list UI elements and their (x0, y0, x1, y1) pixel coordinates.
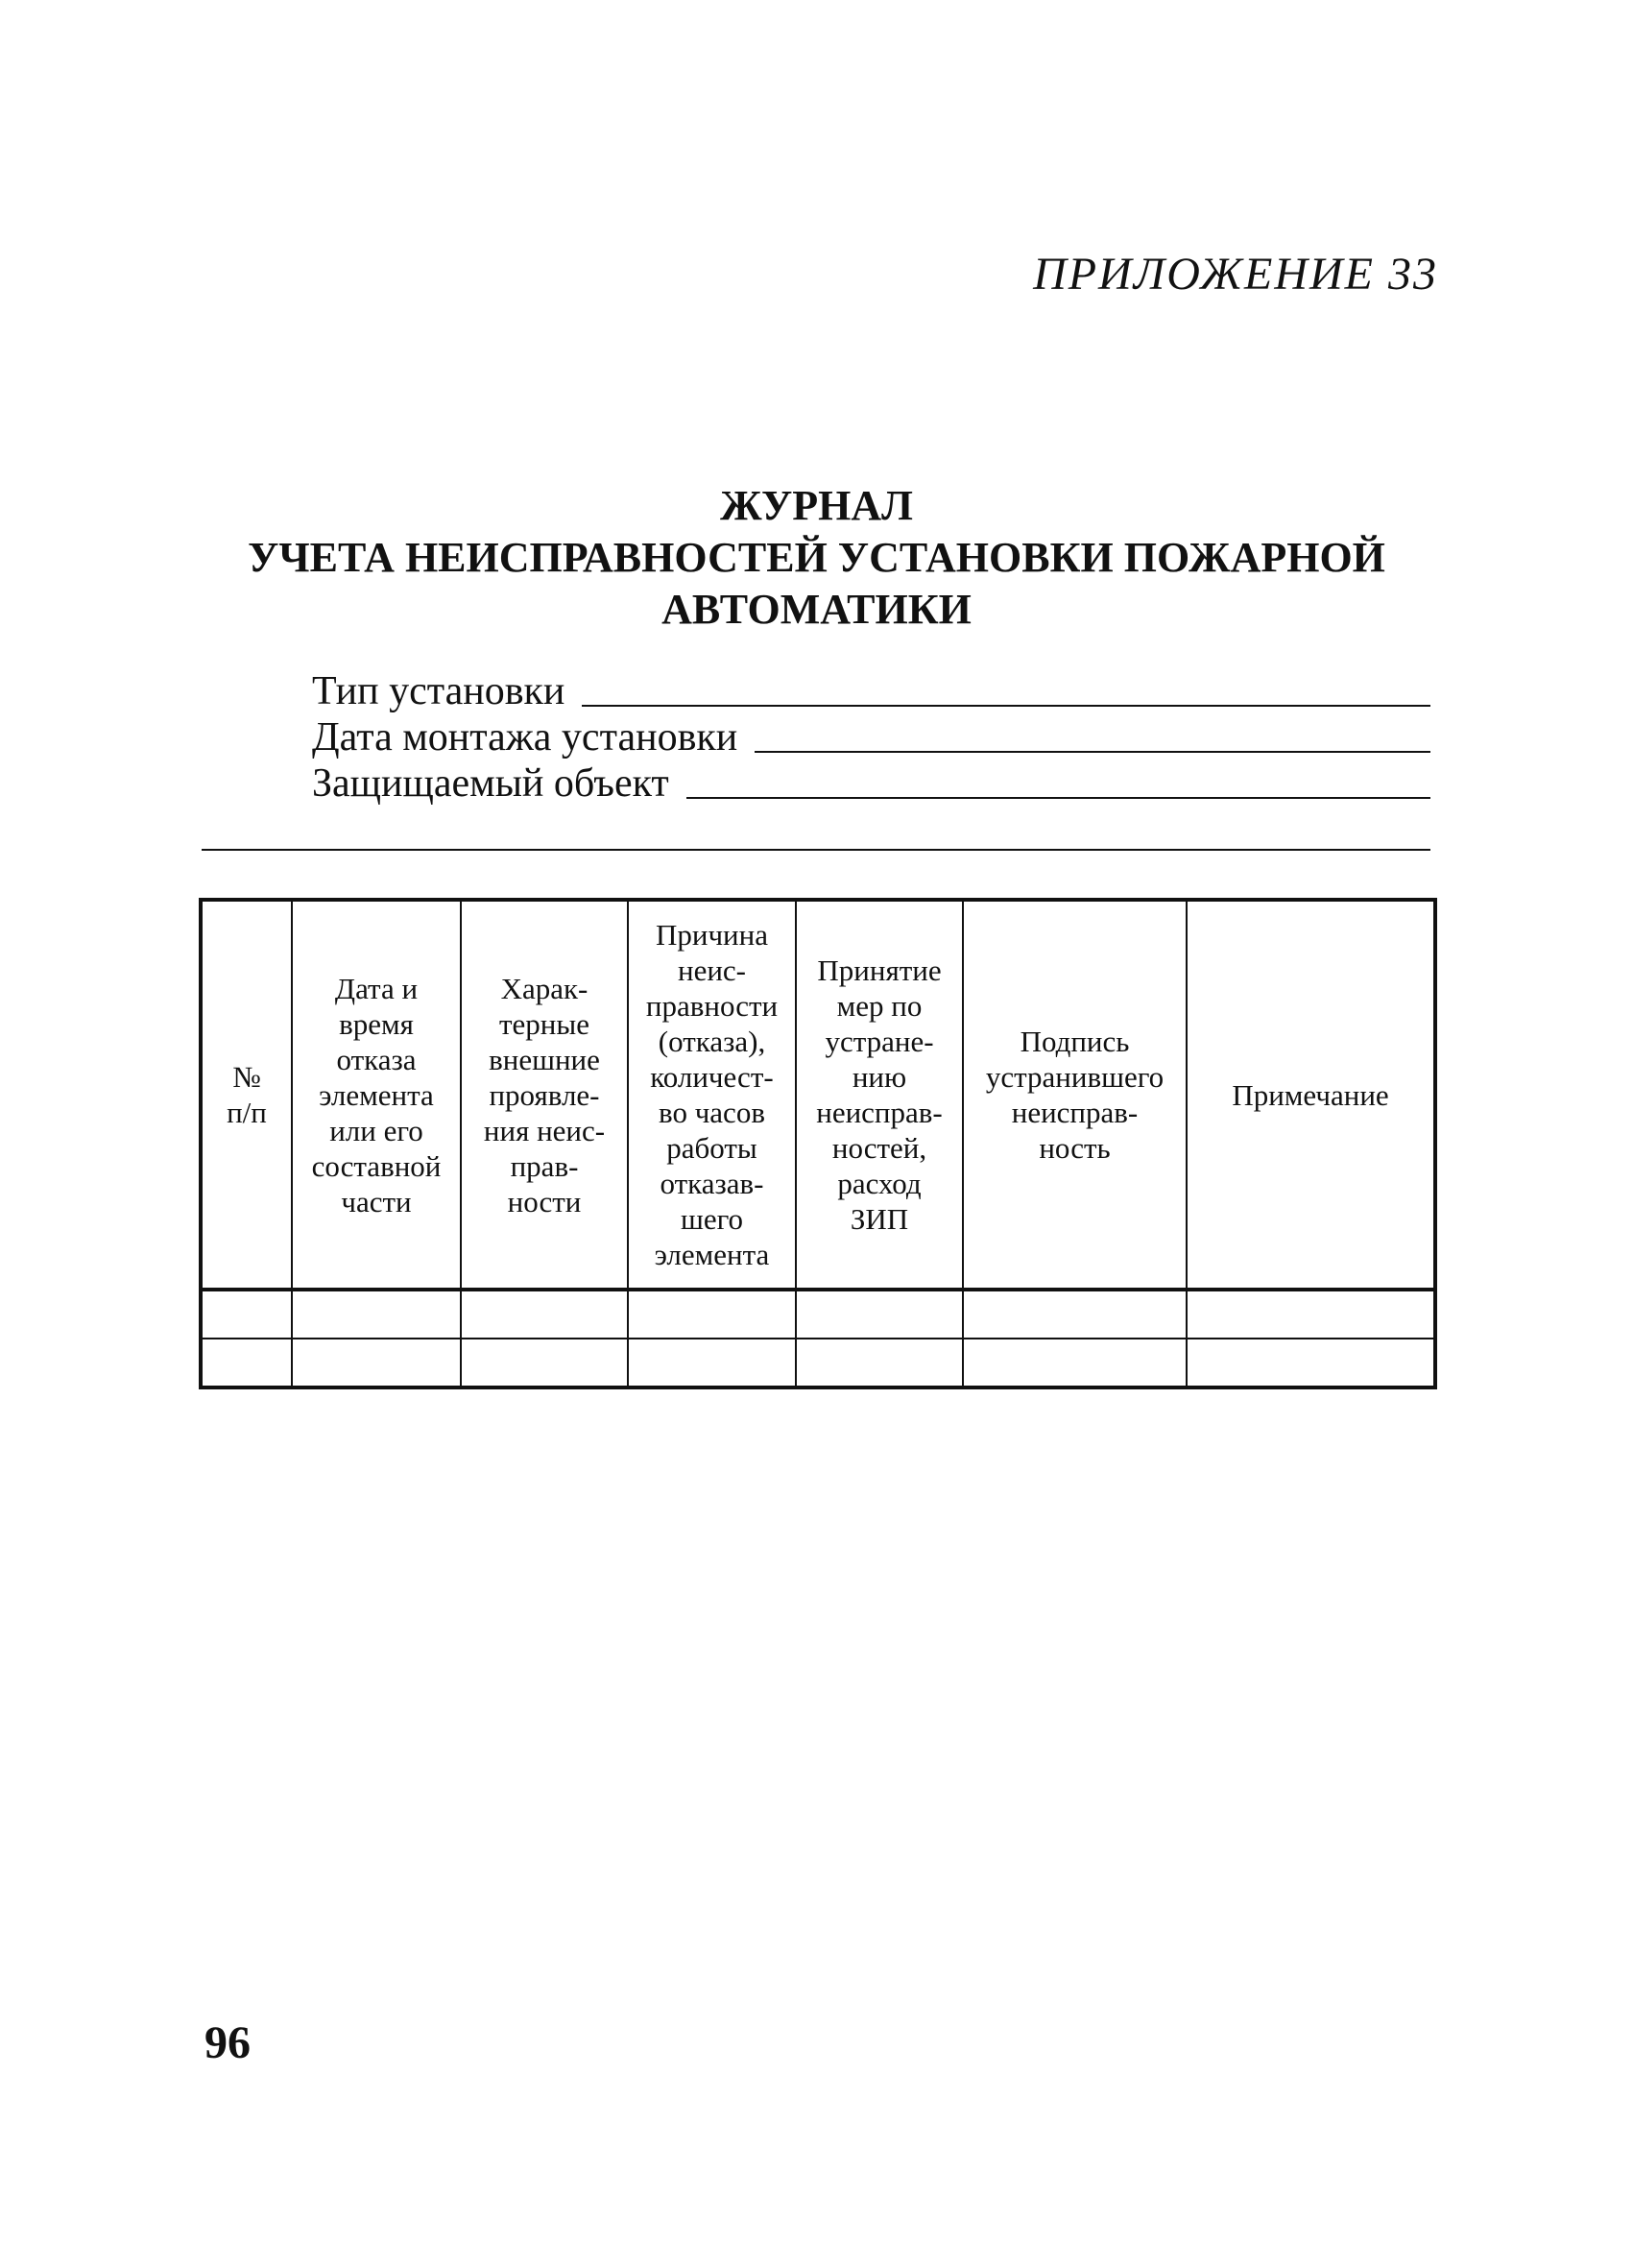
header-fields (312, 668, 1430, 807)
header-text-line: ности (507, 1184, 582, 1218)
header-text-line: неисправ- (1011, 1096, 1139, 1129)
col-measures-header (796, 900, 963, 1290)
header-text-line: п/п (227, 1096, 267, 1129)
table-cell[interactable] (1187, 1339, 1435, 1387)
table-cell[interactable] (461, 1290, 628, 1339)
header-text-line: Дата и (334, 971, 419, 1005)
table-cell[interactable] (1187, 1290, 1435, 1339)
header-text-line: ность (1039, 1131, 1111, 1165)
install-date-field (312, 714, 1430, 760)
col-symptoms-header (461, 900, 628, 1290)
col-cause-header (628, 900, 796, 1290)
header-text-line: во часов (659, 1096, 765, 1129)
header-text-line: неис- (677, 953, 747, 987)
header-text-line: проявле- (489, 1077, 600, 1112)
header-text-line: Причина (655, 918, 768, 952)
table-cell[interactable] (796, 1290, 963, 1339)
header-text-line: элемента (654, 1238, 770, 1271)
install-type-label: Тип установки (312, 669, 565, 713)
header-text-line: мер по (836, 989, 923, 1023)
header-text-line: Харак- (500, 971, 588, 1005)
header-text-line: ния неис- (483, 1113, 606, 1147)
header-text-line: устранившего (985, 1060, 1165, 1094)
journal-table (199, 898, 1437, 1389)
header-text-line: расход (837, 1167, 922, 1200)
header-text-line: шего (680, 1202, 744, 1236)
title-line-3: АВТОМАТИКИ (661, 586, 972, 633)
header-text-line: прав- (510, 1148, 579, 1183)
title-line-2: УЧЕТА НЕИСПРАВНОСТЕЙ УСТАНОВКИ ПОЖАРНОЙ (248, 534, 1385, 581)
protected-object-label: Защищаемый объект (312, 761, 669, 806)
header-text-line: Принятие (817, 953, 942, 987)
header-text-line: устране- (825, 1025, 934, 1058)
install-date-label: Дата монтажа установки (312, 715, 738, 760)
header-text-line: (отказа), (658, 1025, 766, 1058)
header-text-line: ностей, (831, 1131, 927, 1165)
table-cell[interactable] (628, 1339, 796, 1387)
table-cell[interactable] (201, 1290, 292, 1339)
col-note-header (1187, 900, 1435, 1290)
col-failure-date-header (292, 900, 461, 1290)
header-text-line: отказа (336, 1042, 417, 1076)
table-cell[interactable] (201, 1339, 292, 1387)
table-cell[interactable] (292, 1290, 461, 1339)
install-type-blank[interactable] (582, 705, 1430, 707)
header-text-line: внешние (489, 1042, 600, 1076)
continuation-blank[interactable] (202, 849, 1430, 851)
header-text-line: элемента (319, 1077, 434, 1112)
header-text-line: работы (666, 1131, 757, 1165)
protected-object-field (312, 760, 1430, 807)
table-header-row (201, 900, 1435, 1290)
table-cell[interactable] (292, 1339, 461, 1387)
col-number-header (201, 900, 292, 1290)
header-text-line: нию (852, 1060, 907, 1094)
table-row (201, 1339, 1435, 1387)
table-cell[interactable] (963, 1339, 1187, 1387)
header-text-line: терные (499, 1006, 589, 1041)
page-number: 96 (204, 2017, 251, 2068)
header-text-line: время (339, 1006, 414, 1041)
table-cell[interactable] (461, 1339, 628, 1387)
header-text-line: количест- (650, 1060, 774, 1094)
header-text-line: Примечание (1232, 1077, 1389, 1112)
header-text-line: составной (311, 1148, 442, 1183)
table-cell[interactable] (796, 1339, 963, 1387)
install-date-blank[interactable] (755, 751, 1430, 753)
appendix-label: ПРИЛОЖЕНИЕ 33 (1033, 249, 1438, 300)
header-text-line: ЗИП (850, 1202, 909, 1236)
protected-object-blank[interactable] (686, 797, 1430, 799)
title-line-1: ЖУРНАЛ (720, 482, 913, 529)
header-text-line: или его (329, 1113, 423, 1147)
header-text-line: правности (645, 989, 779, 1023)
table-row (201, 1290, 1435, 1339)
table-cell[interactable] (963, 1290, 1187, 1339)
table-cell[interactable] (628, 1290, 796, 1339)
header-text-line: отказав- (660, 1167, 764, 1200)
col-signature-header (963, 900, 1187, 1290)
install-type-field (312, 668, 1430, 714)
journal-title (0, 480, 1633, 636)
header-text-line: неисправ- (816, 1096, 943, 1129)
header-text-line: № (232, 1060, 261, 1094)
header-text-line: части (341, 1184, 412, 1218)
header-text-line: Подпись (1020, 1025, 1130, 1058)
